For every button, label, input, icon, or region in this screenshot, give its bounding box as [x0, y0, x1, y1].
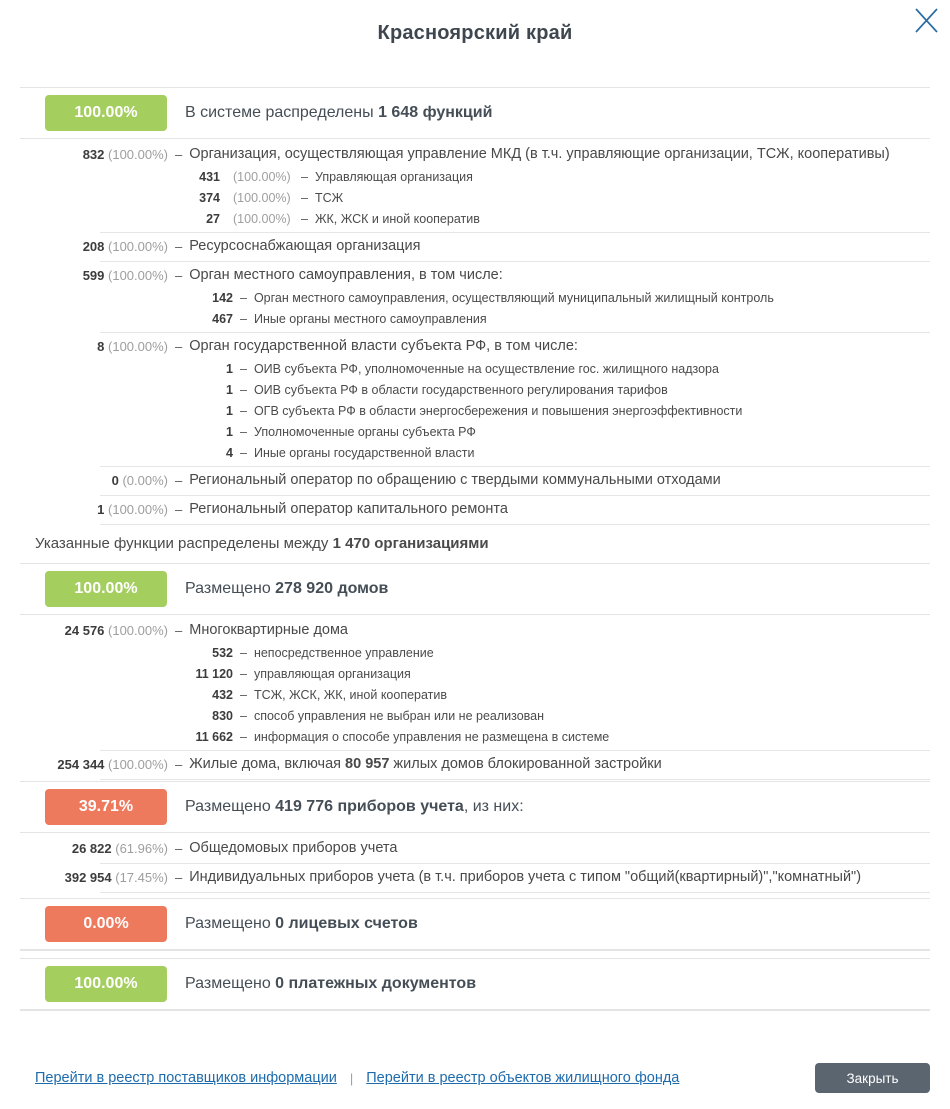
- stat-section: [20, 898, 930, 951]
- row-value: 11 662: [195, 729, 233, 744]
- row-value-col: [20, 145, 168, 164]
- row-value-col: [20, 337, 168, 356]
- section-header: [20, 88, 930, 139]
- stat-row: [20, 752, 930, 776]
- text-segment: жилых домов блокированной застройки: [389, 755, 662, 772]
- row-label: [254, 444, 930, 462]
- stat-section: [20, 781, 930, 893]
- text-segment: способ управления не выбран или не реализован: [253, 708, 545, 723]
- row-value-col: [20, 665, 233, 683]
- dash-separator: –: [240, 382, 247, 397]
- stat-row: [20, 400, 930, 421]
- row-value: 1: [226, 424, 233, 439]
- row-value: 1: [226, 361, 233, 376]
- close-icon[interactable]: [912, 6, 940, 34]
- percent-badge: 100.00%: [45, 571, 167, 607]
- row-value: 532: [212, 645, 233, 660]
- stat-row: [20, 865, 930, 889]
- dash-separator: –: [240, 666, 247, 681]
- row-percent: (100.00%): [104, 267, 168, 283]
- row-label: [254, 402, 930, 420]
- text-segment: Организация, осуществляющая управление МКД (в т.ч. управляющие организации, ТСЖ, кооперативы): [189, 145, 890, 162]
- dash-separator: –: [175, 622, 183, 638]
- row-value: 208: [82, 238, 105, 254]
- stat-row: [20, 358, 930, 379]
- row-label: [254, 728, 930, 746]
- row-value-col: [20, 237, 168, 256]
- row-value: 830: [212, 708, 233, 723]
- text-segment: ТСЖ, ЖСК, ЖК, иной кооператив: [253, 687, 448, 702]
- stat-row: [20, 642, 930, 663]
- row-value-col: [20, 381, 233, 399]
- row-percent: (100.00%): [104, 146, 168, 162]
- row-value-col: [20, 471, 168, 490]
- stat-section: [20, 563, 930, 780]
- row-value: 1: [97, 501, 105, 517]
- stat-row: [20, 379, 930, 400]
- row-value: 599: [82, 267, 105, 283]
- dash-separator: –: [240, 361, 247, 376]
- page-title: Красноярский край: [377, 22, 573, 44]
- text-segment: , из них:: [463, 798, 524, 815]
- section-title: [185, 975, 476, 993]
- row-value-col: [20, 310, 233, 328]
- row-value: 4: [226, 445, 233, 460]
- row-value: 431: [199, 169, 220, 184]
- section-title: [185, 798, 524, 816]
- stat-row: [20, 166, 930, 187]
- text-segment: 419 776 приборов учета: [275, 798, 464, 815]
- row-value-col: [20, 500, 168, 519]
- text-segment: ТСЖ: [314, 190, 344, 205]
- stat-row: [20, 497, 930, 521]
- row-label: [189, 237, 911, 256]
- text-segment: 278 920 домов: [275, 580, 389, 597]
- dash-separator: –: [175, 869, 183, 885]
- row-percent: (100.00%): [104, 338, 168, 354]
- stat-row: [20, 468, 930, 492]
- text-segment: Указанные функции распределены между: [35, 535, 333, 552]
- row-value-col: [20, 189, 220, 207]
- stat-row: [20, 421, 930, 442]
- row-value-col: [20, 839, 168, 858]
- text-segment: ОГВ субъекта РФ в области энергосбережения и повышения энергоэффективности: [253, 403, 743, 418]
- stat-row: [20, 726, 930, 747]
- stat-row: [20, 287, 930, 308]
- dash-separator: –: [240, 729, 247, 744]
- dash-separator: –: [240, 708, 247, 723]
- stat-group: [20, 836, 930, 864]
- row-value-col: [20, 868, 168, 887]
- percent-badge: 100.00%: [45, 95, 167, 131]
- row-value: 832: [82, 146, 105, 162]
- section-title: [185, 915, 418, 933]
- row-label: [189, 471, 911, 490]
- footer-links: [20, 1070, 679, 1086]
- link-housing-fund-registry[interactable]: Перейти в реестр объектов жилищного фонда: [366, 1070, 680, 1086]
- section-rows: [20, 833, 930, 893]
- dash-separator: –: [175, 756, 183, 772]
- row-value: 1: [226, 403, 233, 418]
- row-label: [254, 665, 930, 683]
- text-segment: Уполномоченные органы субъекта РФ: [253, 424, 476, 439]
- row-value-col: [20, 707, 233, 725]
- row-label: [315, 168, 930, 186]
- dash-separator: –: [175, 267, 183, 283]
- dash-separator: –: [301, 211, 308, 226]
- section-title: [185, 104, 492, 122]
- row-percent: (61.96%): [111, 840, 168, 856]
- text-segment: В системе распределены: [185, 104, 379, 121]
- row-label: [254, 644, 930, 662]
- text-segment: Региональный оператор по обращению с твердыми коммунальными отходами: [189, 471, 721, 488]
- row-value-col: [20, 444, 233, 462]
- row-label: [189, 868, 911, 887]
- close-x-glyph: [913, 7, 940, 34]
- row-value: 142: [212, 290, 233, 305]
- text-segment: Орган государственной власти субъекта РФ, в том числе:: [189, 337, 578, 354]
- text-segment: Иные органы местного самоуправления: [253, 311, 487, 326]
- row-value-col: [20, 266, 168, 285]
- text-segment: Размещено: [185, 580, 276, 597]
- stat-row: [20, 142, 930, 166]
- dash-separator: –: [175, 501, 183, 517]
- text-segment: Размещено: [185, 798, 276, 815]
- section-header: [20, 899, 930, 950]
- row-value: 24 576: [64, 622, 105, 638]
- section-footnote: [20, 526, 930, 563]
- row-label: [189, 266, 911, 285]
- row-value: 8: [97, 338, 105, 354]
- stat-group: [20, 234, 930, 262]
- stat-section: [20, 87, 930, 563]
- row-label: [189, 145, 911, 164]
- stat-row: [20, 663, 930, 684]
- text-segment: информация о способе управления не размещена в системе: [253, 729, 610, 744]
- stat-row: [20, 836, 930, 860]
- dash-separator: –: [175, 146, 183, 162]
- stat-row: [20, 208, 930, 229]
- row-label: [189, 500, 911, 519]
- text-segment: 0 лицевых счетов: [275, 915, 418, 932]
- dash-separator: –: [240, 403, 247, 418]
- section-header: [20, 564, 930, 615]
- dash-separator: –: [240, 445, 247, 460]
- row-label: [189, 755, 911, 774]
- row-value: 1: [226, 382, 233, 397]
- dash-separator: –: [175, 840, 183, 856]
- row-label: [254, 381, 930, 399]
- stat-row: [20, 684, 930, 705]
- text-segment: Индивидуальных приборов учета (в т.ч. приборов учета с типом "общий(квартирный)","комнатный"): [189, 868, 862, 885]
- row-value: 27: [206, 211, 220, 226]
- footer: [20, 1063, 930, 1109]
- stat-group: [20, 497, 930, 525]
- row-label: [315, 189, 930, 207]
- section-header: [20, 959, 930, 1010]
- row-percent: (100.00%): [233, 190, 291, 205]
- row-label: [315, 210, 930, 228]
- link-providers-registry[interactable]: Перейти в реестр поставщиков информации: [35, 1070, 337, 1086]
- text-segment: Региональный оператор капитального ремонта: [189, 500, 508, 517]
- stat-row: [20, 618, 930, 642]
- dash-separator: –: [301, 190, 308, 205]
- dash-separator: –: [240, 687, 247, 702]
- stat-row: [20, 442, 930, 463]
- row-value-col: [20, 423, 233, 441]
- section-rows: [20, 615, 930, 780]
- row-value: 0: [111, 472, 119, 488]
- text-segment: Иные органы государственной власти: [253, 445, 475, 460]
- row-value: 392 954: [64, 869, 112, 885]
- stat-group: [20, 142, 930, 233]
- dash-separator: –: [240, 290, 247, 305]
- stat-row: [20, 308, 930, 329]
- row-label: [189, 839, 911, 858]
- row-label: [189, 337, 911, 356]
- text-segment: Размещено: [185, 915, 276, 932]
- text-segment: 1 470 организациями: [332, 535, 489, 552]
- row-value-col: [20, 402, 233, 420]
- stat-row: [20, 263, 930, 287]
- text-segment: непосредственное управление: [253, 645, 434, 660]
- text-segment: Орган местного самоуправления, в том числе:: [189, 266, 503, 283]
- row-value-col: [20, 621, 168, 640]
- text-segment: Размещено: [185, 975, 276, 992]
- percent-badge: 100.00%: [45, 966, 167, 1002]
- text-segment: управляющая организация: [253, 666, 411, 681]
- percent-badge: 39.71%: [45, 789, 167, 825]
- section-rows: [20, 139, 930, 525]
- row-value-col: [20, 360, 233, 378]
- row-percent: (17.45%): [111, 869, 168, 885]
- text-segment: 1 648 функций: [378, 104, 493, 121]
- row-value: 26 822: [71, 840, 112, 856]
- row-percent: (0.00%): [118, 472, 168, 488]
- row-value-col: [20, 210, 220, 228]
- row-value: 254 344: [57, 756, 105, 772]
- text-segment: Управляющая организация: [314, 169, 473, 184]
- row-value-col: [20, 686, 233, 704]
- row-percent: (100.00%): [104, 622, 168, 638]
- text-segment: 80 957: [345, 755, 390, 772]
- stat-row: [20, 234, 930, 258]
- dash-separator: –: [175, 338, 183, 354]
- row-value-col: [20, 289, 233, 307]
- row-label: [254, 707, 930, 725]
- row-value: 467: [212, 311, 233, 326]
- stat-group: [20, 865, 930, 893]
- dash-separator: –: [240, 311, 247, 326]
- stat-group: [20, 468, 930, 496]
- row-percent: (100.00%): [233, 169, 291, 184]
- text-segment: 0 платежных документов: [275, 975, 477, 992]
- modal-header: [0, 0, 950, 87]
- text-segment: Многоквартирные дома: [189, 621, 348, 638]
- row-label: [254, 423, 930, 441]
- row-label: [254, 360, 930, 378]
- row-value-col: [20, 728, 233, 746]
- text-segment: Общедомовых приборов учета: [189, 839, 398, 856]
- text-segment: ЖК, ЖСК и иной кооператив: [314, 211, 480, 226]
- row-label: [254, 289, 930, 307]
- row-label: [189, 621, 911, 640]
- dash-separator: –: [175, 472, 183, 488]
- row-value-col: [20, 755, 168, 774]
- row-value-col: [20, 168, 220, 186]
- section-title: [185, 580, 388, 598]
- close-button[interactable]: Закрыть: [815, 1063, 930, 1093]
- section-header: [20, 782, 930, 833]
- stat-row: [20, 705, 930, 726]
- text-segment: Жилые дома, включая: [189, 755, 346, 772]
- text-segment: Орган местного самоуправления, осуществляющий муниципальный жилищный контроль: [253, 290, 774, 305]
- stat-group: [20, 334, 930, 467]
- stat-group: [20, 752, 930, 780]
- stat-section: [20, 958, 930, 1011]
- row-value: 432: [212, 687, 233, 702]
- stat-row: [20, 187, 930, 208]
- row-percent: (100.00%): [233, 211, 291, 226]
- links-separator: |: [349, 1070, 354, 1086]
- stat-group: [20, 263, 930, 333]
- stats-sections: [20, 87, 930, 1011]
- dash-separator: –: [240, 645, 247, 660]
- stat-group: [20, 618, 930, 751]
- row-label: [254, 310, 930, 328]
- row-value: 374: [199, 190, 220, 205]
- dash-separator: –: [175, 238, 183, 254]
- text-segment: ОИВ субъекта РФ в области государственного регулирования тарифов: [253, 382, 668, 397]
- row-percent: (100.00%): [104, 238, 168, 254]
- row-label: [254, 686, 930, 704]
- text-segment: Ресурсоснабжающая организация: [189, 237, 421, 254]
- percent-badge: 0.00%: [45, 906, 167, 942]
- row-value-col: [20, 644, 233, 662]
- row-percent: (100.00%): [104, 501, 168, 517]
- row-value: 11 120: [195, 666, 233, 681]
- row-percent: (100.00%): [104, 756, 168, 772]
- text-segment: ОИВ субъекта РФ, уполномоченные на осуществление гос. жилищного надзора: [253, 361, 719, 376]
- stat-row: [20, 334, 930, 358]
- dash-separator: –: [240, 424, 247, 439]
- dash-separator: –: [301, 169, 308, 184]
